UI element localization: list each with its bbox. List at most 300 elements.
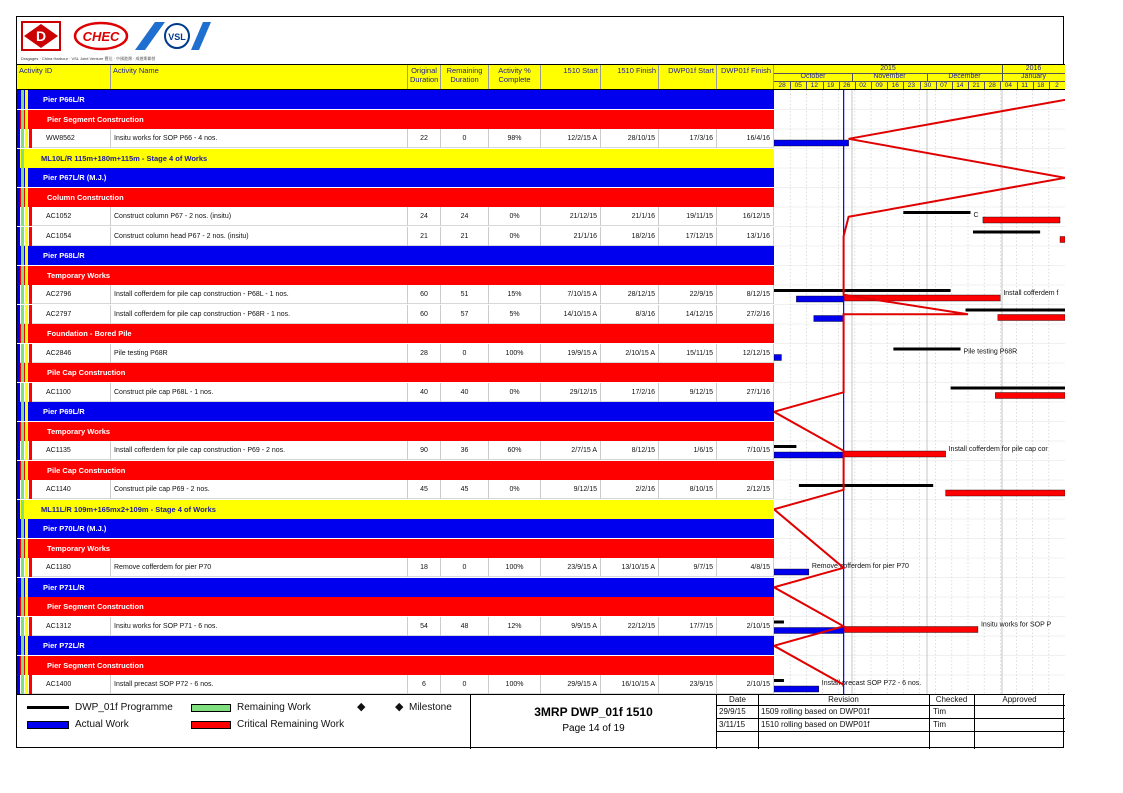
original-duration: 6 — [408, 675, 441, 694]
week-tick-label: 05 — [794, 82, 802, 89]
activity-id: AC2846 — [43, 344, 111, 363]
remaining-duration: 0 — [441, 129, 489, 148]
finish-1510: 21/1/16 — [601, 207, 659, 226]
week-divider — [1049, 81, 1050, 90]
week-divider — [984, 81, 985, 90]
percent-complete: 0% — [489, 383, 541, 402]
outline-stripe-red — [29, 441, 32, 460]
outline-stripe-yellow — [25, 227, 28, 246]
start-1510: 2/7/15 A — [541, 441, 601, 460]
outline-stripe-green — [21, 90, 24, 109]
percent-complete: 12% — [489, 617, 541, 636]
outline-stripe-blue — [17, 246, 20, 265]
finish-1510: 16/10/15 A — [601, 675, 659, 694]
wbs-label: Pile Cap Construction — [47, 465, 126, 475]
dwp01f-start: 14/12/15 — [659, 305, 717, 324]
gantt-bar-label: C — [973, 212, 979, 219]
page-number: Page 14 of 19 — [562, 723, 625, 734]
wbs-pier-row[interactable] — [17, 402, 774, 421]
dragages-logo — [21, 21, 61, 51]
outline-stripe-yellow — [25, 266, 28, 285]
dwp01f-finish: 27/1/16 — [717, 383, 774, 402]
activity-id: AC1052 — [43, 207, 111, 226]
outline-stripe-blue — [17, 675, 20, 694]
rev-header-revision: Revision — [828, 695, 859, 704]
dwp01f-start: 1/6/15 — [659, 441, 717, 460]
week-tick-label: 07 — [940, 82, 948, 89]
outline-stripe-blue — [17, 149, 20, 168]
month-january: January — [1021, 73, 1046, 80]
gantt-bar-critical — [995, 393, 1065, 399]
outline-stripe-green — [21, 227, 24, 246]
activity-id: AC1312 — [43, 617, 111, 636]
original-duration: 22 — [408, 129, 441, 148]
outline-stripe-blue — [17, 383, 20, 402]
title-box — [470, 695, 717, 749]
outline-stripe-yellow — [25, 383, 28, 402]
gantt-bar-critical — [998, 315, 1065, 321]
activity-name: Insitu works for SOP P71 - 6 nos. — [111, 617, 408, 636]
activity-id: AC2797 — [43, 305, 111, 324]
finish-1510: 17/2/16 — [601, 383, 659, 402]
percent-complete: 100% — [489, 558, 541, 577]
week-divider — [968, 81, 969, 90]
gantt-bar-programme — [774, 621, 784, 624]
activity-row[interactable] — [17, 383, 774, 402]
col-1510-start[interactable]: 1510 Start — [541, 65, 601, 89]
gantt-bar-critical — [1060, 237, 1065, 243]
activity-id: AC1100 — [43, 383, 111, 402]
gantt-bar-label: Remove cofferdem for pier P70 — [811, 563, 909, 570]
outline-stripe-green — [21, 383, 24, 402]
wbs-work-row[interactable] — [17, 110, 774, 129]
dwp01f-finish: 2/12/15 — [717, 480, 774, 499]
wbs-label: Temporary Works — [47, 426, 111, 436]
week-divider — [871, 81, 872, 90]
start-1510: 9/9/15 A — [541, 617, 601, 636]
outline-stripe-red — [29, 461, 32, 480]
wbs-work-row[interactable] — [17, 188, 774, 207]
percent-complete: 100% — [489, 344, 541, 363]
activity-name: Construct column P67 - 2 nos. (insitu) — [111, 207, 408, 226]
week-divider — [903, 81, 904, 90]
outline-stripe-green — [21, 675, 24, 694]
dwp01f-finish: 16/4/16 — [717, 129, 774, 148]
vsl-logo — [135, 21, 211, 51]
remaining-duration: 24 — [441, 207, 489, 226]
start-1510: 23/9/15 A — [541, 558, 601, 577]
percent-complete: 0% — [489, 227, 541, 246]
outline-stripe-green — [21, 636, 24, 655]
wbs-pier-row[interactable] — [17, 168, 774, 187]
week-divider — [936, 81, 937, 90]
percent-complete: 100% — [489, 675, 541, 694]
remaining-duration: 21 — [441, 227, 489, 246]
timescale-header — [774, 64, 1065, 90]
week-divider — [1033, 81, 1034, 90]
wbs-work-row[interactable] — [17, 539, 774, 558]
outline-stripe-blue — [17, 597, 20, 616]
rev-header-checked: Checked — [935, 695, 968, 704]
outline-stripe-yellow — [25, 129, 28, 148]
outline-stripe-green — [21, 500, 24, 519]
activity-name: Install cofferdem for pile cap construction - P69 - 2 nos. — [111, 441, 408, 460]
outline-stripe-blue — [17, 519, 20, 538]
legend-programme-swatch — [27, 706, 69, 709]
outline-stripe-yellow — [25, 402, 28, 421]
week-divider — [790, 81, 791, 90]
outline-stripe-blue — [17, 636, 20, 655]
activity-row[interactable] — [17, 617, 774, 636]
finish-1510: 8/3/16 — [601, 305, 659, 324]
week-tick-label: 02 — [859, 82, 867, 89]
logo-strip — [17, 17, 217, 64]
wbs-work-row[interactable] — [17, 266, 774, 285]
outline-stripe-red — [29, 266, 32, 285]
activity-name: Insitu works for SOP P66 - 4 nos. — [111, 129, 408, 148]
outline-stripe-blue — [17, 617, 20, 636]
legend-footer — [17, 694, 1065, 749]
outline-stripe-red — [29, 188, 32, 207]
outline-stripe-green — [21, 149, 24, 168]
outline-stripe-red — [29, 344, 32, 363]
outline-stripe-red — [29, 383, 32, 402]
week-tick-label: 23 — [907, 82, 916, 89]
start-1510: 29/12/15 — [541, 383, 601, 402]
outline-stripe-blue — [17, 578, 20, 597]
start-1510: 14/10/15 A — [541, 305, 601, 324]
dwp01f-start: 17/3/16 — [659, 129, 717, 148]
schedule-page — [16, 16, 1064, 748]
start-1510: 12/2/15 A — [541, 129, 601, 148]
original-duration: 18 — [408, 558, 441, 577]
logo-vsl-text: VSL — [168, 32, 186, 42]
remaining-duration: 57 — [441, 305, 489, 324]
legend-programme-label: DWP_01f Programme — [75, 702, 173, 713]
outline-stripe-yellow — [25, 480, 28, 499]
col-activity-id[interactable]: Activity ID — [17, 65, 111, 89]
dwp01f-finish: 13/1/16 — [717, 227, 774, 246]
percent-complete: 5% — [489, 305, 541, 324]
outline-stripe-green — [21, 558, 24, 577]
activity-row[interactable] — [17, 227, 774, 246]
wbs-pier-row[interactable] — [17, 519, 774, 538]
gantt-bar-label: Install cofferdem for pile cap cor — [948, 446, 1048, 453]
rev-row-1-date: 29/9/15 — [719, 707, 746, 716]
joint-venture-text: Dragages · China Harbour · VSL Joint Venture 寶达 · 中國港灣 · 威德斯聯營 — [21, 56, 156, 61]
dwp01f-start: 22/9/15 — [659, 285, 717, 304]
rev-row-2-date: 3/11/15 — [719, 720, 746, 729]
outline-stripe-red — [29, 558, 32, 577]
wbs-pier-row[interactable] — [17, 246, 774, 265]
rev-row-1-revision: 1509 rolling based on DWP01f — [761, 707, 870, 716]
dwp01f-start: 17/12/15 — [659, 227, 717, 246]
finish-1510: 8/12/15 — [601, 441, 659, 460]
outline-stripe-blue — [17, 227, 20, 246]
week-tick-label: 30 — [923, 82, 932, 89]
outline-stripe-yellow — [25, 441, 28, 460]
gantt-bar-actual — [774, 140, 849, 146]
activity-table — [17, 90, 774, 694]
wbs-pier-row[interactable] — [17, 90, 774, 109]
outline-stripe-yellow — [25, 597, 28, 616]
gantt-bar-critical — [946, 490, 1065, 496]
original-duration: 54 — [408, 617, 441, 636]
outline-stripe-green — [21, 578, 24, 597]
activity-name: Construct pile cap P68L - 1 nos. — [111, 383, 408, 402]
outline-stripe-blue — [17, 207, 20, 226]
gantt-bar-programme — [966, 309, 1065, 312]
outline-stripe-green — [21, 597, 24, 616]
outline-stripe-green — [21, 305, 24, 324]
original-duration: 60 — [408, 285, 441, 304]
activity-row[interactable] — [17, 480, 774, 499]
legend-milestone-label: Milestone — [409, 702, 452, 713]
outline-stripe-green — [21, 441, 24, 460]
outline-stripe-yellow — [25, 558, 28, 577]
week-tick-label: 16 — [891, 82, 899, 89]
rev-row-2-revision: 1510 rolling based on DWP01f — [761, 720, 870, 729]
gantt-chart — [774, 90, 1065, 694]
gantt-bar-label: Insitu works for SOP P — [980, 621, 1052, 629]
finish-1510: 22/12/15 — [601, 617, 659, 636]
outline-stripe-green — [21, 246, 24, 265]
activity-row[interactable] — [17, 129, 774, 148]
week-divider — [1017, 81, 1018, 90]
original-duration: 60 — [408, 305, 441, 324]
outline-stripe-yellow — [25, 617, 28, 636]
gantt-bar-actual — [814, 316, 844, 322]
schedule-title: 3MRP DWP_01f 1510 — [534, 705, 653, 719]
week-tick-label: 11 — [1021, 82, 1028, 89]
outline-stripe-yellow — [25, 675, 28, 694]
col-dwp01f-finish[interactable]: DWP01f Finish — [717, 65, 774, 89]
week-divider — [887, 81, 888, 90]
outline-stripe-yellow — [25, 636, 28, 655]
dwp01f-finish: 2/10/15 — [717, 617, 774, 636]
outline-stripe-blue — [17, 129, 20, 148]
outline-stripe-green — [21, 168, 24, 187]
activity-row[interactable] — [17, 207, 774, 226]
wbs-label: Pier Segment Construction — [47, 602, 144, 611]
outline-stripe-blue — [17, 266, 20, 285]
original-duration: 24 — [408, 207, 441, 226]
outline-stripe-red — [29, 227, 32, 246]
outline-stripe-blue — [17, 461, 20, 480]
dwp01f-start: 19/11/15 — [659, 207, 717, 226]
outline-stripe-yellow — [25, 168, 28, 187]
logo-d-text: D — [35, 28, 47, 44]
gantt-bar-programme — [903, 211, 970, 214]
remaining-duration: 0 — [441, 675, 489, 694]
gantt-bar-actual — [774, 569, 809, 575]
start-1510: 19/9/15 A — [541, 344, 601, 363]
wbs-section-row[interactable] — [17, 500, 774, 519]
wbs-work-row[interactable] — [17, 656, 774, 675]
week-divider — [823, 81, 824, 90]
wbs-pier-row[interactable] — [17, 636, 774, 655]
outline-stripe-green — [21, 129, 24, 148]
finish-1510: 28/12/15 — [601, 285, 659, 304]
activity-row[interactable] — [17, 344, 774, 363]
outline-stripe-blue — [17, 110, 20, 129]
activity-id: AC1140 — [43, 480, 111, 499]
week-tick-label: 12 — [810, 82, 819, 89]
gantt-bar-programme — [799, 484, 933, 487]
outline-stripe-green — [21, 461, 24, 480]
gantt-bar-programme — [893, 348, 960, 351]
outline-stripe-green — [21, 402, 24, 421]
gantt-bar-programme — [973, 231, 1040, 234]
gantt-bar-programme — [774, 289, 951, 292]
activity-name: Install precast SOP P72 - 6 nos. — [111, 675, 408, 694]
outline-stripe-red — [29, 597, 32, 616]
col-activity-complete[interactable]: Activity % Complete — [489, 65, 541, 89]
remaining-duration: 48 — [441, 617, 489, 636]
col-remaining-duration[interactable]: Remaining Duration — [441, 65, 489, 89]
wbs-work-row[interactable] — [17, 597, 774, 616]
gantt-bar-actual — [774, 355, 781, 361]
week-divider — [952, 81, 953, 90]
dwp01f-start: 9/12/15 — [659, 383, 717, 402]
week-tick-label: 28 — [778, 82, 786, 89]
percent-complete: 0% — [489, 480, 541, 499]
outline-stripe-green — [21, 110, 24, 129]
outline-stripe-yellow — [25, 188, 28, 207]
activity-id: AC1135 — [43, 441, 111, 460]
outline-stripe-green — [21, 519, 24, 538]
wbs-label: Temporary Works — [47, 543, 111, 553]
outline-stripe-green — [21, 539, 24, 558]
original-duration: 28 — [408, 344, 441, 363]
week-divider — [806, 81, 807, 90]
col-1510-finish[interactable]: 1510 Finish — [601, 65, 659, 89]
wbs-pier-row[interactable] — [17, 578, 774, 597]
activity-row[interactable] — [17, 285, 774, 304]
outline-stripe-red — [29, 539, 32, 558]
outline-stripe-yellow — [25, 246, 28, 265]
original-duration: 21 — [408, 227, 441, 246]
week-tick-label: 2 — [1055, 82, 1059, 89]
original-duration: 90 — [408, 441, 441, 460]
outline-stripe-yellow — [25, 519, 28, 538]
col-activity-name[interactable]: Activity Name — [111, 65, 408, 89]
dwp01f-finish: 4/8/15 — [717, 558, 774, 577]
wbs-label: ML10L/R 115m+180m+115m - Stage 4 of Works — [41, 153, 208, 163]
outline-stripe-yellow — [25, 207, 28, 226]
finish-1510: 18/2/16 — [601, 227, 659, 246]
outline-stripe-blue — [17, 539, 20, 558]
activity-row[interactable] — [17, 305, 774, 324]
outline-stripe-red — [29, 110, 32, 129]
wbs-label: Pier Segment Construction — [47, 114, 144, 124]
remaining-duration: 36 — [441, 441, 489, 460]
outline-stripe-green — [21, 207, 24, 226]
activity-name: Install cofferdem for pile cap construction - P68L - 1 nos. — [111, 285, 408, 304]
outline-stripe-red — [29, 324, 32, 343]
outline-stripe-green — [21, 617, 24, 636]
wbs-section-row[interactable] — [17, 149, 774, 168]
outline-stripe-yellow — [25, 110, 28, 129]
gantt-bar-programme — [951, 387, 1065, 390]
activity-row[interactable] — [17, 558, 774, 577]
outline-stripe-yellow — [25, 363, 28, 382]
wbs-work-row[interactable] — [17, 363, 774, 382]
gantt-bar-actual — [774, 686, 819, 692]
table-header — [17, 64, 774, 90]
outline-stripe-yellow — [25, 578, 28, 597]
rev-row-1-checked: Tim — [933, 707, 947, 716]
rev-header-approved: Approved — [1002, 695, 1037, 704]
wbs-label: Pier P72L/R — [43, 641, 85, 650]
percent-complete: 98% — [489, 129, 541, 148]
col-dwp01f-start[interactable]: DWP01f Start — [659, 65, 717, 89]
original-duration: 45 — [408, 480, 441, 499]
outline-stripe-red — [29, 207, 32, 226]
outline-stripe-yellow — [25, 539, 28, 558]
dwp01f-finish: 12/12/15 — [717, 344, 774, 363]
week-tick-label: 26 — [843, 82, 851, 89]
activity-id: AC1054 — [43, 227, 111, 246]
legend-actual-label: Actual Work — [75, 719, 129, 730]
activity-row[interactable] — [17, 675, 774, 694]
wbs-work-row[interactable] — [17, 422, 774, 441]
outline-stripe-green — [21, 480, 24, 499]
milestone-legend-icon: ◆ — [395, 701, 404, 713]
outline-stripe-yellow — [25, 324, 28, 343]
outline-stripe-blue — [17, 422, 20, 441]
gantt-bar-programme — [774, 445, 796, 448]
month-october: October — [800, 73, 826, 80]
dwp01f-finish: 8/12/15 — [717, 285, 774, 304]
wbs-work-row[interactable] — [17, 324, 774, 343]
dwp01f-finish: 16/12/15 — [717, 207, 774, 226]
outline-stripe-red — [29, 422, 32, 441]
wbs-label: ML11L/R 109m+165mx2+109m - Stage 4 of Works — [41, 504, 216, 514]
finish-1510: 13/10/15 A — [601, 558, 659, 577]
outline-stripe-blue — [17, 90, 20, 109]
wbs-work-row[interactable] — [17, 461, 774, 480]
activity-row[interactable] — [17, 441, 774, 460]
remaining-duration: 51 — [441, 285, 489, 304]
outline-stripe-green — [21, 656, 24, 675]
activity-name: Pile testing P68R — [111, 344, 408, 363]
logo-chec-text: CHEC — [82, 29, 120, 44]
outline-stripe-green — [21, 188, 24, 207]
outline-stripe-red — [29, 129, 32, 148]
week-tick-label: 19 — [826, 82, 835, 89]
outline-stripe-red — [29, 363, 32, 382]
original-duration: 40 — [408, 383, 441, 402]
outline-stripe-blue — [17, 441, 20, 460]
remaining-duration: 0 — [441, 558, 489, 577]
start-1510: 21/12/15 — [541, 207, 601, 226]
start-1510: 21/1/16 — [541, 227, 601, 246]
year-2015: 2015 — [880, 65, 896, 72]
gantt-bar-critical — [983, 217, 1060, 223]
wbs-label: Pile Cap Construction — [47, 368, 126, 377]
gantt-bar-label: Install cofferdem f — [1003, 290, 1059, 297]
col-original-duration[interactable]: Original Duration — [408, 65, 441, 89]
outline-stripe-blue — [17, 305, 20, 324]
activity-name: Construct column head P67 - 2 nos. (insitu) — [111, 227, 408, 246]
gantt-bar-label: Pile testing P68R — [963, 348, 1018, 356]
gantt-bar-label: Install precast SOP P72 - 6 nos. — [821, 680, 922, 687]
outline-stripe-green — [21, 344, 24, 363]
start-1510: 7/10/15 A — [541, 285, 601, 304]
year-2016: 2016 — [1025, 65, 1042, 72]
wbs-label: Pier P71L/R — [43, 582, 85, 592]
